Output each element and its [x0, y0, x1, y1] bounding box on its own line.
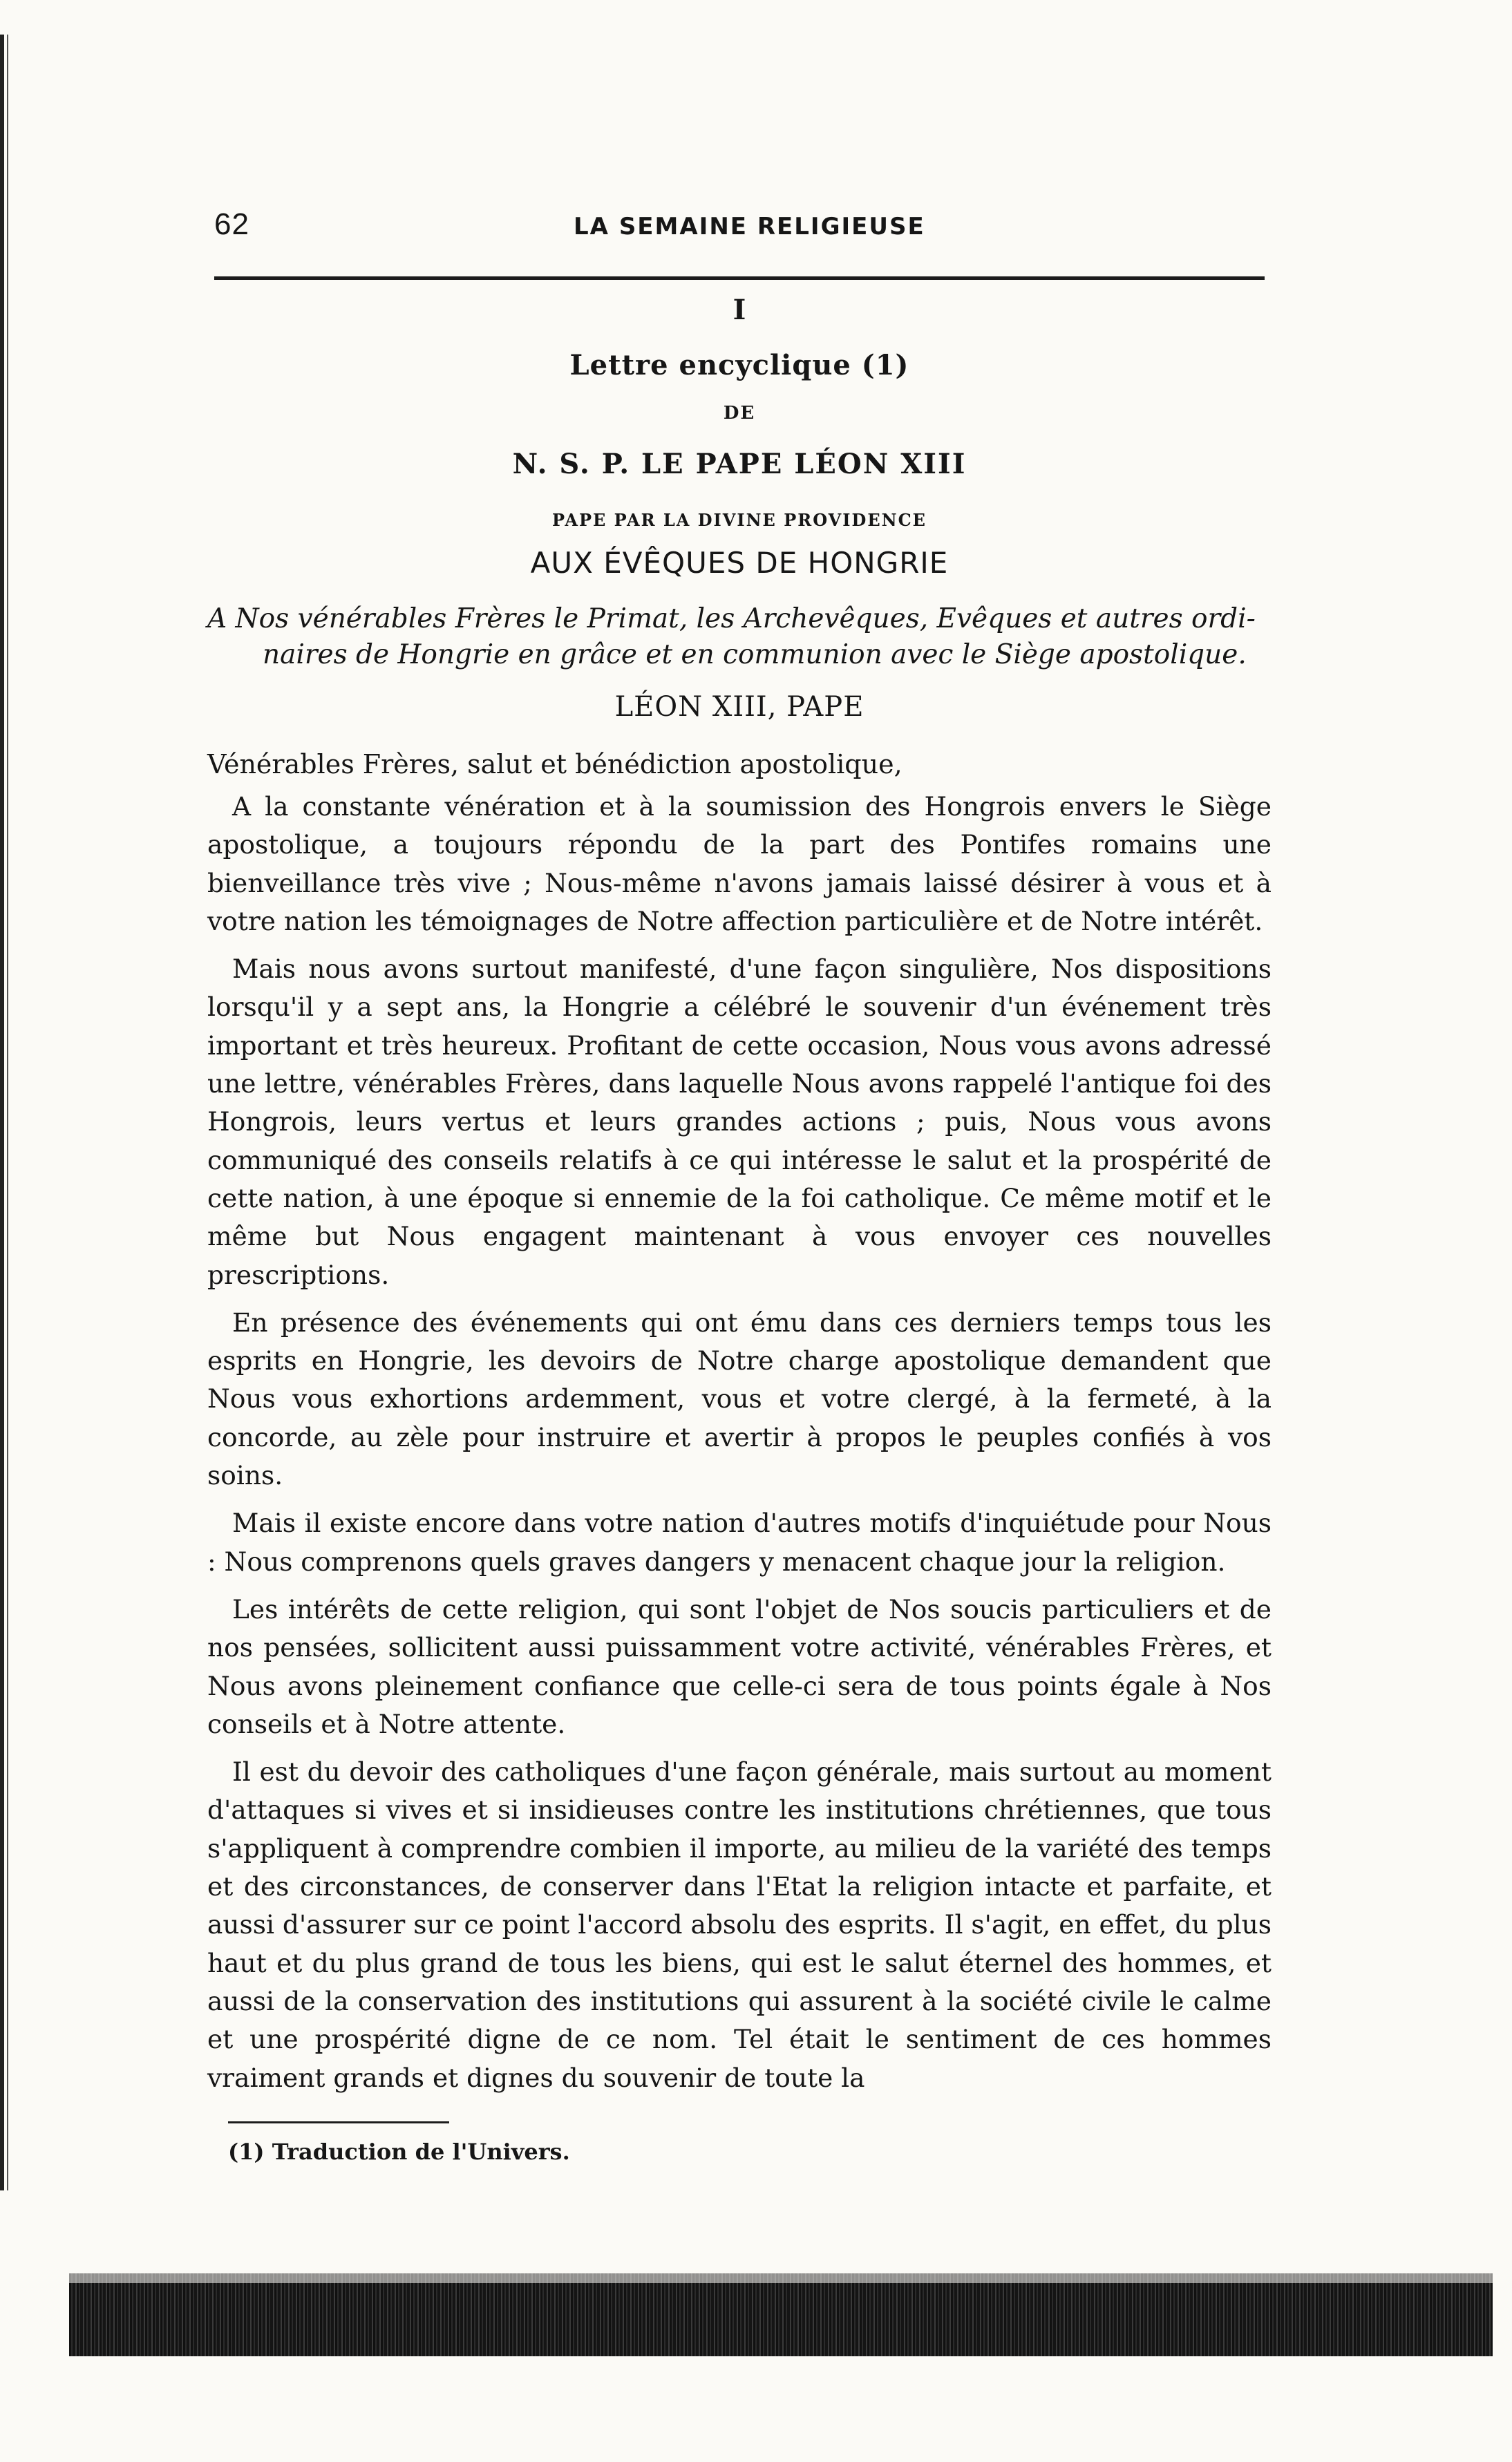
- scan-edge-shadow: [0, 35, 11, 2190]
- running-title: LA SEMAINE RELIGIEUSE: [574, 213, 925, 240]
- encyclical-de: DE: [723, 403, 756, 424]
- footnote-rule: [228, 2121, 449, 2123]
- paragraph: Il est du devoir des catholiques d'une façon générale, mais surtout au moment d'attaques si vives et si insidieuses contre les institutions chrétiennes, que tous s'appliquent à comprendre combien il importe, au milieu de la variété des temps et des circonstances, de conserver dans l'Etat la religion intacte et parfaite, et aussi d'assurer sur ce point l'accord absolu des esprits. Il s'agit, en effet, du plus haut et du plus grand de tous les biens, qui est le salut éternel des hommes, et aussi de la conservation des institutions qui assurent à la société civile le calme et une prospérité digne de ce nom. Tel était le sentiment de ces hommes vraiment grands et dignes du souvenir de toute la: [207, 1756, 1272, 2093]
- pope-line: N. S. P. LE PAPE LÉON XIII: [512, 448, 967, 480]
- dedication-line-2: naires de Hongrie en grâce et en communion avec le Siège apostolique.: [263, 639, 1247, 670]
- body-text: [207, 788, 1272, 2107]
- providence-line: PAPE PAR LA DIVINE PROVIDENCE: [552, 510, 927, 530]
- page-number: 62: [214, 207, 249, 241]
- greeting: Vénérables Frères, salut et bénédiction apostolique,: [207, 749, 903, 779]
- addressees-line: AUX ÉVÊQUES DE HONGRIE: [530, 546, 949, 580]
- dedication-line-1: A Nos vénérables Frères le Primat, les Archevêques, Evêques et autres ordi-: [207, 603, 1256, 634]
- paragraph: A la constante vénération et à la soumission des Hongrois envers le Siège apostolique, a toujours répondu de la part des Pontifes romains une bienveillance très vive ; Nous-même n'avons jamais laissé désirer à vous et à votre nation les témoignages de Notre affection particulière et de Notre intérêt.: [207, 791, 1272, 936]
- signature-heading: LÉON XIII, PAPE: [614, 691, 864, 723]
- paragraph: En présence des événements qui ont ému dans ces derniers temps tous les esprits en Hongrie, les devoirs de Notre charge apostolique demandent que Nous vous exhortions ardemment, vous et votre clergé, à la fermeté, à la concorde, au zèle pour instruire et avertir à propos le peuples confiés à vos soins.: [207, 1307, 1272, 1491]
- footnote: (1) Traduction de l'Univers.: [228, 2139, 570, 2165]
- scan-artifact-bar: [69, 2273, 1493, 2356]
- section-number: I: [733, 294, 746, 326]
- header-rule: [214, 276, 1265, 280]
- dedication: [207, 601, 1272, 673]
- paragraph: Mais nous avons surtout manifesté, d'une façon singulière, Nos dispositions lorsqu'il y a sept ans, la Hongrie a célébré le souvenir d'un événement très important et très heureux. Profitant de cette occasion, Nous vous avons adressé une lettre, vénérables Frères, dans laquelle Nous avons rappelé l'antique foi des Hongrois, leurs vertus et leurs grandes actions ; puis, Nous vous avons communiqué des conseils relatifs à ce qui intéresse le salut et la prospérité de cette nation, à une époque si ennemie de la foi catholique. Ce même motif et le même but Nous engagent maintenant à vous envoyer ces nouvelles prescriptions.: [207, 954, 1272, 1290]
- running-header: [214, 207, 1265, 249]
- paragraph: Les intérêts de cette religion, qui sont l'objet de Nos soucis particuliers et de nos pensées, sollicitent aussi puissamment votre activité, vénérables Frères, et Nous avons pleinement confiance que celle-ci sera de tous points égale à Nos conseils et à Notre attente.: [207, 1593, 1272, 1739]
- encyclical-title: Lettre encyclique (1): [569, 349, 909, 381]
- paragraph: Mais il existe encore dans votre nation d'autres motifs d'inquiétude pour Nous : Nous comprenons quels graves dangers y menacent chaque jour la religion.: [207, 1508, 1272, 1577]
